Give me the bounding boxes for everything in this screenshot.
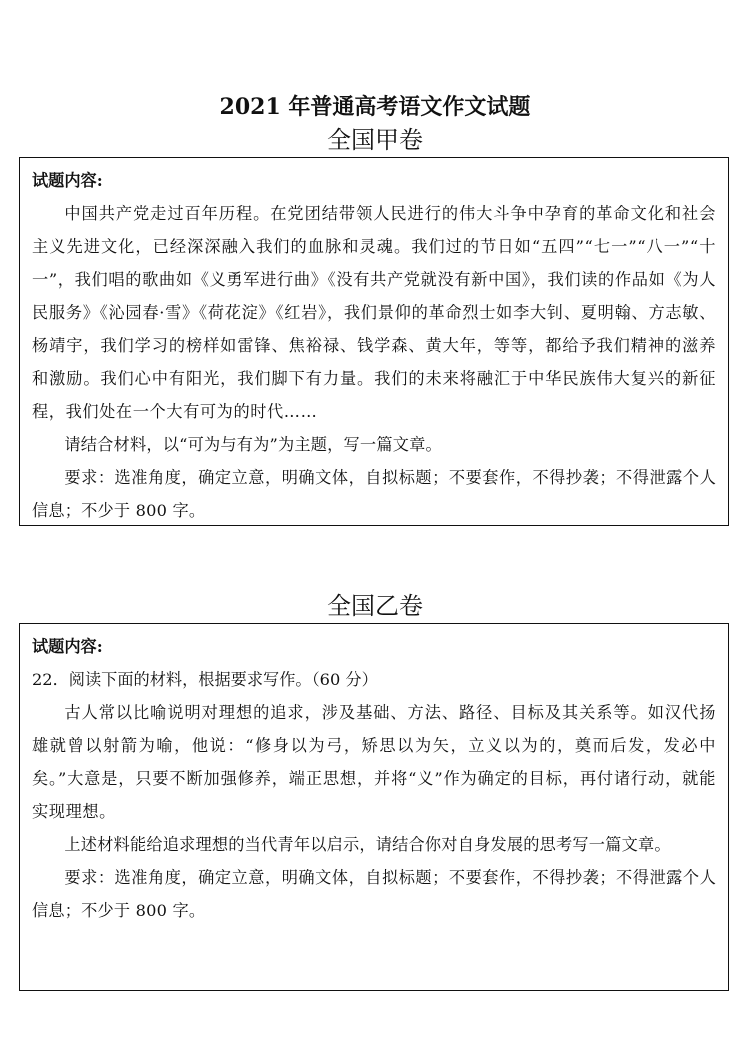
section-title-yi: 全国乙卷 bbox=[327, 592, 423, 620]
material-paragraph: 中国共产党走过百年历程。在党团结带领人民进行的伟大斗争中孕育的革命文化和社会主义先进文化，已经深深融入我们的血脉和灵魂。我们过的节日如“五四”“七一”“八一”“十一”，我们唱的歌曲如《义勇军进行曲》《没有共产党就没有新中国》，我们读的作品如《为人民服务》《沁园春·雪》《荷花淀》《红岩》，我们景仰的革命烈士如李大钊、夏明翰、方志敏、杨靖宇，我们学习的榜样如雷锋、焦裕禄、钱学森、黄大年，等等，都给予我们精神的滋养和激励。我们心中有阳光，我们脚下有力量。我们的未来将融汇于中华民族伟大复兴的新征程，我们处在一个大有可为的时代…… bbox=[32, 204, 716, 421]
task-paragraph: 上述材料能给追求理想的当代青年以启示，请结合你对自身发展的思考写一篇文章。 bbox=[64, 835, 671, 854]
section-title-jia: 全国甲卷 bbox=[327, 126, 423, 154]
task-paragraph: 请结合材料，以“可为与有为”为主题，写一篇文章。 bbox=[64, 435, 442, 454]
content-label: 试题内容: bbox=[32, 171, 103, 190]
requirements-paragraph: 要求：选准角度，确定立意，明确文体，自拟标题；不要套作，不得抄袭；不得泄露个人信息；不少于 800 字。 bbox=[32, 468, 716, 520]
document-title: 2021 年普通高考语文作文试题 bbox=[219, 94, 531, 120]
material-paragraph: 古人常以比喻说明对理想的追求，涉及基础、方法、路径、目标及其关系等。如汉代扬雄就曾以射箭为喻，他说：“修身以为弓，矫思以为矢，立义以为的，奠而后发，发必中矣。”大意是，只要不断加强修养，端正思想，并将“义”作为确定的目标，再付诸行动，就能实现理想。 bbox=[32, 703, 716, 821]
content-label: 试题内容: bbox=[32, 637, 103, 656]
requirements-paragraph: 要求：选准角度，确定立意，明确文体，自拟标题；不要套作，不得抄袭；不得泄露个人信息；不少于 800 字。 bbox=[32, 868, 716, 920]
question-number-line: 22．阅读下面的材料，根据要求写作。（60 分） bbox=[32, 670, 378, 689]
question-box-yi bbox=[19, 623, 729, 991]
question-box-jia bbox=[19, 157, 729, 526]
